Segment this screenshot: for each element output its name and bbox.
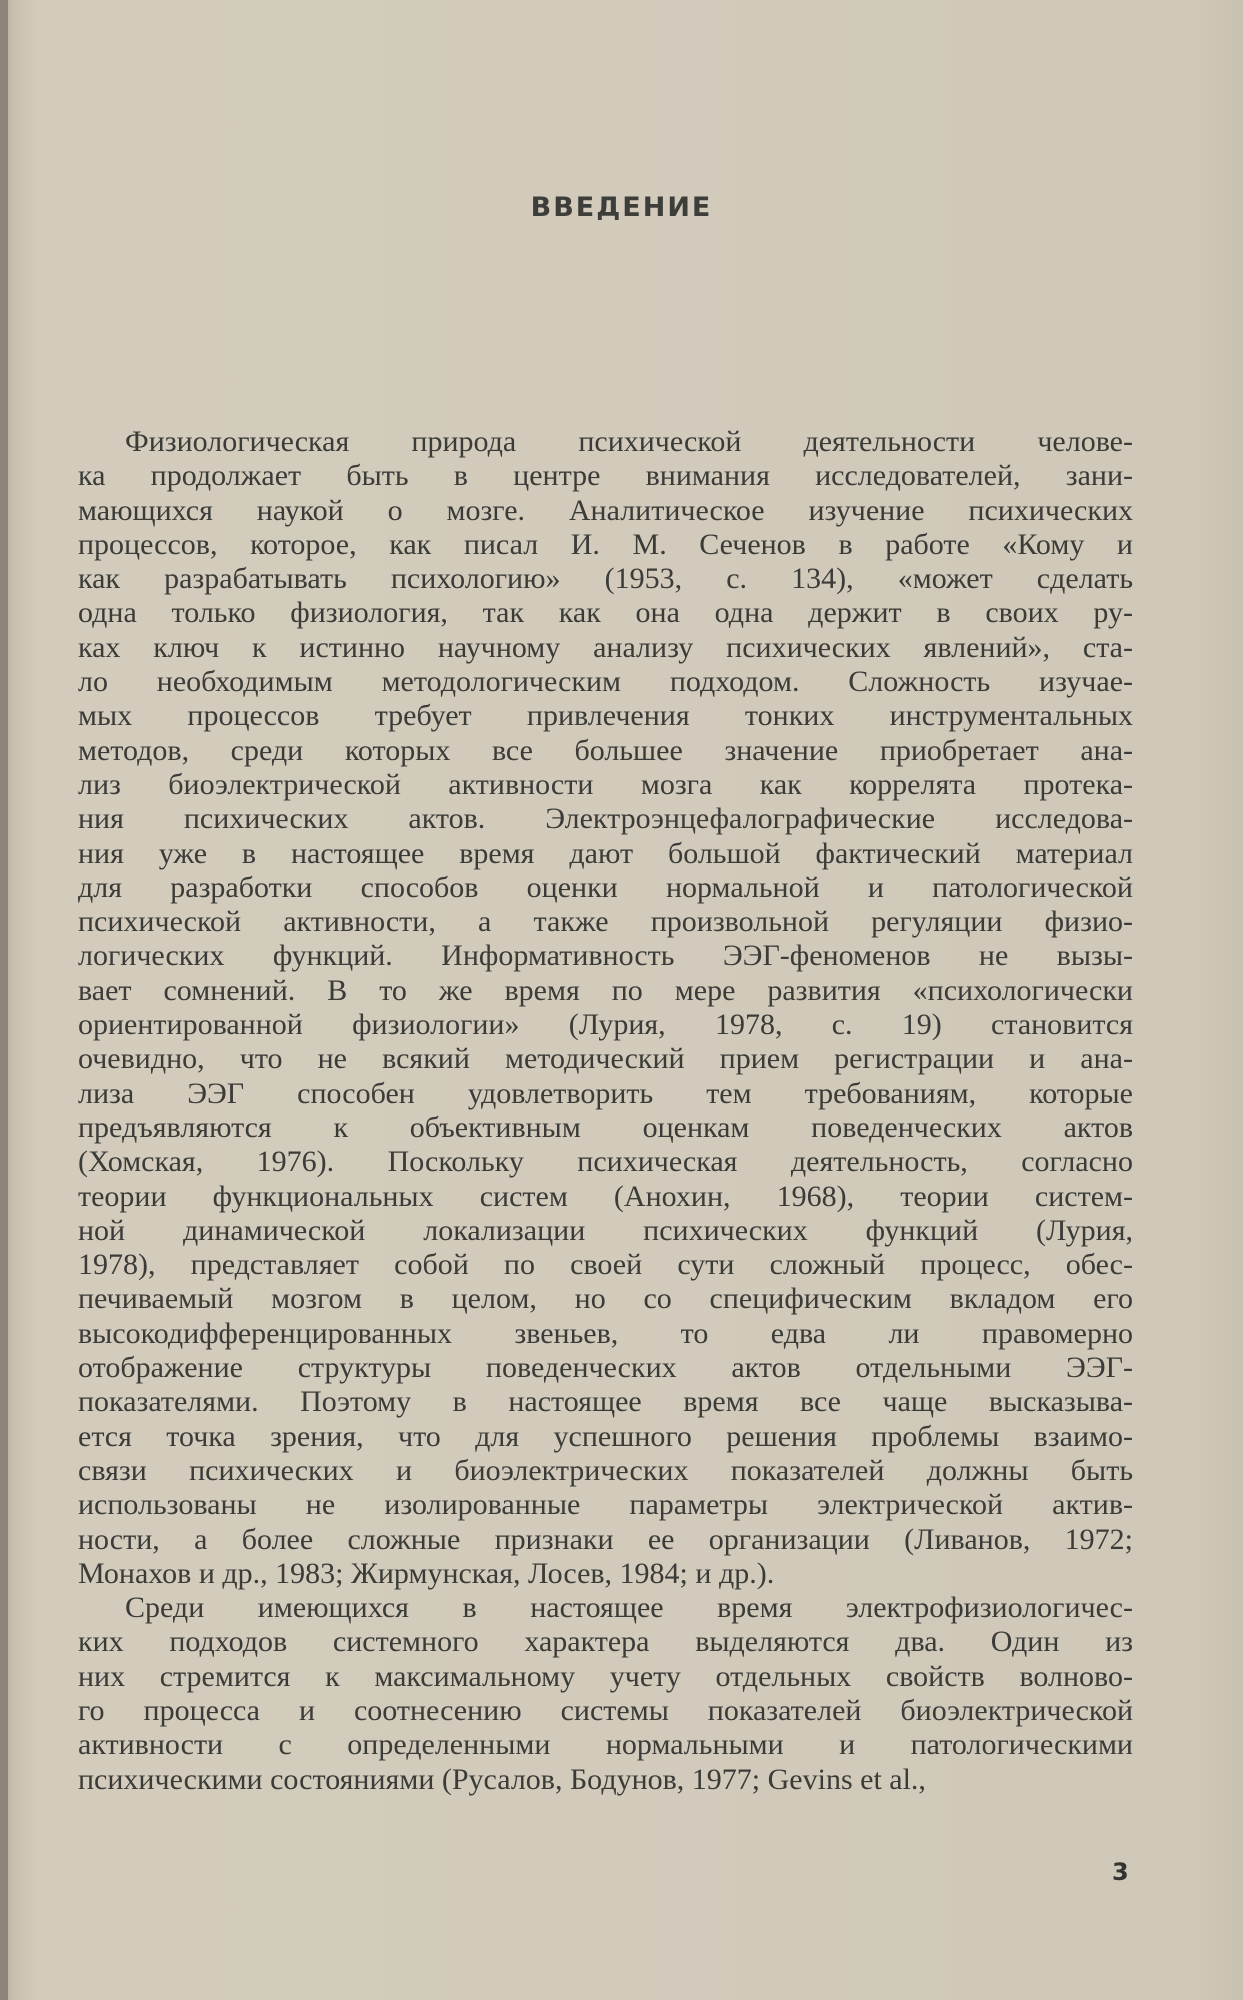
text-line: печиваемый мозгом в целом, но со специфическим вкладом его bbox=[78, 1282, 1133, 1316]
text-line: лиз биоэлектрической активности мозга как коррелята протека- bbox=[78, 767, 1133, 801]
text-line: процессов, которое, как писал И. М. Сеченов в работе «Кому и bbox=[78, 527, 1133, 561]
text-line: высокодифференцированных звеньев, то едва ли правомерно bbox=[78, 1316, 1133, 1350]
text-line: мающихся наукой о мозге. Аналитическое изучение психических bbox=[78, 493, 1133, 527]
text-line: Физиологическая природа психической деятельности челове- bbox=[125, 425, 1133, 458]
text-line: использованы не изолированные параметры электрической актив- bbox=[78, 1488, 1133, 1522]
text-line: ориентированной физиологии» (Лурия, 1978, с. 19) становится bbox=[78, 1008, 1133, 1042]
text-line: ния психических актов. Электроэнцефалографические исследова- bbox=[78, 802, 1133, 836]
text-line: Среди имеющихся в настоящее время электрофизиологичес- bbox=[125, 1591, 1133, 1625]
text-line: теории функциональных систем (Анохин, 1968), теории систем- bbox=[78, 1179, 1133, 1213]
text-line: Монахов и др., 1983; Жирмунская, Лосев, 1984; и др.). bbox=[78, 1556, 775, 1590]
text-line: ких подходов системного характера выделяются два. Один из bbox=[78, 1625, 1133, 1659]
text-line: ется точка зрения, что для успешного решения проблемы взаимо- bbox=[78, 1419, 1133, 1453]
text-line: (Хомская, 1976). Поскольку психическая деятельность, согласно bbox=[78, 1145, 1133, 1179]
text-line: как разрабатывать психологию» (1953, с. 134), «может сделать bbox=[78, 562, 1133, 596]
page-number: 3 bbox=[1112, 1858, 1129, 1886]
text-line: ло необходимым методологическим подходом. Сложность изучае- bbox=[78, 665, 1133, 699]
text-line: психической активности, а также произвольной регуляции физио- bbox=[78, 905, 1133, 939]
text-line: связи психических и биоэлектрических показателей должны быть bbox=[78, 1453, 1133, 1487]
text-line: 1978), представляет собой по своей сути сложный процесс, обес- bbox=[78, 1248, 1133, 1282]
book-spine-shadow bbox=[0, 0, 8, 2000]
text-line: ния уже в настоящее время дают большой фактический материал bbox=[78, 836, 1133, 870]
paragraph-1 bbox=[78, 425, 1133, 1591]
text-line: го процесса и соотнесению системы показателей биоэлектрической bbox=[78, 1693, 1133, 1727]
text-line: психическими состояниями (Русалов, Бодунов, 1977; Gevins et al., bbox=[78, 1762, 926, 1796]
page-heading: ВВЕДЕНИЕ bbox=[530, 192, 713, 223]
body-text bbox=[78, 425, 1133, 1797]
text-line: показателями. Поэтому в настоящее время все чаще высказыва- bbox=[78, 1385, 1133, 1419]
text-line: ка продолжает быть в центре внимания исследователей, зани- bbox=[78, 459, 1133, 493]
paragraph-2 bbox=[78, 1591, 1133, 1797]
text-line: отображение структуры поведенческих актов отдельными ЭЭГ- bbox=[78, 1351, 1133, 1385]
text-line: мых процессов требует привлечения тонких инструментальных bbox=[78, 699, 1133, 733]
text-line: ности, а более сложные признаки ее организации (Ливанов, 1972; bbox=[78, 1522, 1133, 1556]
text-line: логических функций. Информативность ЭЭГ-феноменов не вызы- bbox=[78, 939, 1133, 973]
text-line: ках ключ к истинно научному анализу психических явлений», ста- bbox=[78, 630, 1133, 664]
text-line: лиза ЭЭГ способен удовлетворить тем требованиям, которые bbox=[78, 1076, 1133, 1110]
text-line: методов, среди которых все большее значение приобретает ана- bbox=[78, 733, 1133, 767]
text-line: ной динамической локализации психических функций (Лурия, bbox=[78, 1213, 1133, 1247]
text-line: для разработки способов оценки нормальной и патологической bbox=[78, 870, 1133, 904]
text-line: них стремится к максимальному учету отдельных свойств волново- bbox=[78, 1659, 1133, 1693]
text-line: вает сомнений. В то же время по мере развития «психологически bbox=[78, 973, 1133, 1007]
text-line: активности с определенными нормальными и патологическими bbox=[78, 1728, 1133, 1762]
text-line: очевидно, что не всякий методический прием регистрации и ана- bbox=[78, 1042, 1133, 1076]
text-line: предъявляются к объективным оценкам поведенческих актов bbox=[78, 1110, 1133, 1144]
text-line: одна только физиология, так как она одна держит в своих ру- bbox=[78, 596, 1133, 630]
